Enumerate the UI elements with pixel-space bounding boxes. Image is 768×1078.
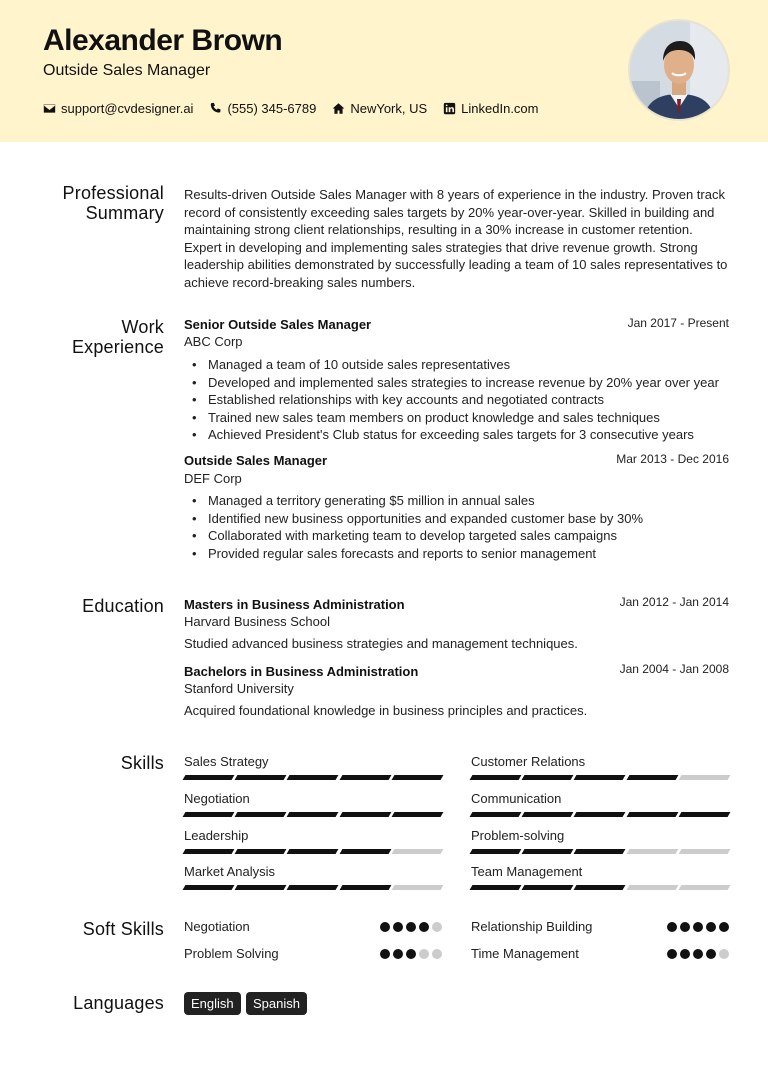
- skill-level-segment: [678, 775, 730, 780]
- skill-level-segment: [626, 812, 678, 817]
- list-item: • Managed a territory generating $5 million in annual sales: [190, 492, 735, 510]
- school-name: Harvard Business School: [184, 614, 330, 629]
- skill-level-segment: [626, 885, 678, 890]
- soft-skill-rating: [664, 949, 729, 959]
- skill-level-bar: [184, 849, 442, 854]
- list-item: • Identified new business opportunities and expanded customer base by 30%: [190, 510, 735, 528]
- rating-dot: [719, 949, 729, 959]
- skill-level-segment: [391, 775, 443, 780]
- skills-heading: Skills: [120, 753, 164, 773]
- envelope-icon: [43, 102, 56, 115]
- rating-dot: [380, 949, 390, 959]
- experience-heading-line2: Experience: [71, 337, 164, 357]
- skill-item: [184, 828, 442, 854]
- home-icon: [332, 102, 345, 115]
- skill-level-segment: [183, 849, 235, 854]
- candidate-title: Outside Sales Manager: [43, 62, 211, 79]
- rating-dot: [667, 949, 677, 959]
- skill-level-segment: [339, 885, 391, 890]
- language-badge: Spanish: [246, 992, 307, 1015]
- skill-level-segment: [574, 849, 626, 854]
- contact-email[interactable]: [43, 101, 193, 116]
- list-item: • Collaborated with marketing team to develop targeted sales campaigns: [190, 527, 735, 545]
- rating-dot: [680, 922, 690, 932]
- skill-level-bar: [184, 812, 442, 817]
- skill-level-segment: [235, 849, 287, 854]
- soft-skill-rating: [664, 922, 729, 932]
- skill-name: Leadership: [184, 828, 249, 843]
- skill-level-bar: [471, 885, 729, 890]
- rating-dot: [680, 949, 690, 959]
- education-dates: Jan 2012 - Jan 2014: [619, 595, 729, 609]
- rating-dot: [406, 949, 416, 959]
- contact-phone[interactable]: [209, 101, 316, 116]
- contact-linkedin-text: LinkedIn.com: [461, 101, 539, 116]
- rating-dot: [419, 922, 429, 932]
- soft-skill-item: [471, 919, 729, 937]
- skill-item: [184, 754, 442, 780]
- rating-dot: [706, 922, 716, 932]
- rating-dot: [393, 922, 403, 932]
- candidate-name: Alexander Brown: [43, 24, 283, 57]
- rating-dot: [380, 922, 390, 932]
- skill-name: Sales Strategy: [184, 754, 269, 769]
- job-company: DEF Corp: [184, 471, 242, 486]
- skill-level-segment: [470, 812, 522, 817]
- language-badge: English: [184, 992, 241, 1015]
- skill-level-bar: [471, 849, 729, 854]
- avatar: [628, 19, 730, 121]
- list-item: • Provided regular sales forecasts and reports to senior management: [190, 545, 735, 563]
- skill-level-segment: [470, 885, 522, 890]
- job-bullets: [190, 492, 735, 562]
- linkedin-icon: [443, 102, 456, 115]
- contact-location-text: NewYork, US: [350, 101, 428, 116]
- contact-phone-text: (555) 345-6789: [227, 101, 317, 116]
- rating-dot: [693, 949, 703, 959]
- skill-level-segment: [522, 885, 574, 890]
- rating-dot: [419, 949, 429, 959]
- profile-photo: [630, 21, 728, 119]
- skill-level-segment: [287, 812, 339, 817]
- skill-level-segment: [183, 775, 235, 780]
- skill-level-segment: [626, 775, 678, 780]
- soft-skill-item: [184, 919, 442, 937]
- rating-dot: [719, 922, 729, 932]
- job-title: Outside Sales Manager: [184, 453, 328, 468]
- skill-level-segment: [522, 849, 574, 854]
- skill-level-segment: [287, 775, 339, 780]
- contact-linkedin[interactable]: [443, 101, 538, 116]
- soft-skill-name: Negotiation: [184, 919, 250, 934]
- languages-heading: Languages: [73, 993, 164, 1013]
- skill-item: [184, 791, 442, 817]
- rating-dot: [667, 922, 677, 932]
- skill-level-segment: [339, 775, 391, 780]
- soft-skill-item: [184, 946, 442, 964]
- education-dates: Jan 2004 - Jan 2008: [619, 662, 729, 676]
- skill-level-segment: [574, 775, 626, 780]
- summary-heading-line2: Summary: [85, 203, 164, 223]
- header: [0, 0, 768, 142]
- skill-level-segment: [183, 812, 235, 817]
- skill-level-segment: [391, 885, 443, 890]
- skill-item: [471, 864, 729, 890]
- skill-level-segment: [339, 812, 391, 817]
- experience-heading-line1: Work: [121, 317, 164, 337]
- skill-level-segment: [339, 849, 391, 854]
- skill-level-segment: [522, 812, 574, 817]
- skill-item: [471, 791, 729, 817]
- skill-name: Negotiation: [184, 791, 250, 806]
- education-heading: Education: [82, 596, 164, 616]
- list-item: • Trained new sales team members on product knowledge and sales techniques: [190, 409, 735, 427]
- list-item: • Established relationships with key accounts and negotiated contracts: [190, 391, 735, 409]
- soft-skill-rating: [377, 949, 442, 959]
- rating-dot: [432, 949, 442, 959]
- skill-level-bar: [184, 775, 442, 780]
- skill-level-segment: [235, 885, 287, 890]
- skill-level-segment: [391, 849, 443, 854]
- skill-name: Problem-solving: [471, 828, 565, 843]
- soft-skill-item: [471, 946, 729, 964]
- rating-dot: [706, 949, 716, 959]
- phone-icon: [209, 102, 222, 115]
- skill-level-segment: [574, 812, 626, 817]
- job-company: ABC Corp: [184, 334, 243, 349]
- education-description: Acquired foundational knowledge in business principles and practices.: [184, 703, 588, 718]
- skill-level-bar: [184, 885, 442, 890]
- skill-level-segment: [470, 775, 522, 780]
- skill-name: Customer Relations: [471, 754, 586, 769]
- list-item: • Managed a team of 10 outside sales representatives: [190, 356, 735, 374]
- skill-level-segment: [574, 885, 626, 890]
- degree-title: Masters in Business Administration: [184, 597, 405, 612]
- skill-name: Communication: [471, 791, 562, 806]
- contact-list: [43, 101, 555, 116]
- job-bullets: [190, 356, 735, 444]
- skill-name: Market Analysis: [184, 864, 276, 879]
- soft-skill-name: Problem Solving: [184, 946, 279, 961]
- degree-title: Bachelors in Business Administration: [184, 664, 419, 679]
- rating-dot: [406, 922, 416, 932]
- skill-level-segment: [522, 775, 574, 780]
- soft-skills-heading: Soft Skills: [82, 919, 164, 939]
- skill-level-segment: [678, 849, 730, 854]
- skill-level-segment: [235, 812, 287, 817]
- skill-item: [471, 754, 729, 780]
- skill-level-segment: [183, 885, 235, 890]
- education-description: Studied advanced business strategies and management techniques.: [184, 636, 578, 651]
- skill-level-segment: [287, 885, 339, 890]
- skill-level-segment: [391, 812, 443, 817]
- summary-text: Results-driven Outside Sales Manager with 8 years of experience in the industry. Proven track record of consistently exceeding sales targets by 20% year-over-year. Skilled in building and maintaining strong client relationships, resulting in a 30% increase in customer retention. Expert in developing and implementing sales strategies that drive revenue growth. Strong leadership abilities demonstrated by successfully leading a team of 10 sales representatives to achieve record-breaking sales numbers.: [184, 187, 728, 290]
- rating-dot: [432, 922, 442, 932]
- skill-level-segment: [678, 885, 730, 890]
- summary-heading: [0, 183, 164, 223]
- contact-email-text: support@cvdesigner.ai: [61, 101, 194, 116]
- skill-level-bar: [471, 812, 729, 817]
- summary-heading-line1: Professional: [62, 183, 164, 203]
- skill-level-segment: [678, 812, 730, 817]
- soft-skill-rating: [377, 922, 442, 932]
- skill-level-bar: [471, 775, 729, 780]
- job-dates: Mar 2013 - Dec 2016: [616, 452, 729, 466]
- contact-location: [332, 101, 427, 116]
- skill-name: Team Management: [471, 864, 583, 879]
- skill-level-segment: [470, 849, 522, 854]
- soft-skill-name: Relationship Building: [471, 919, 593, 934]
- skill-level-segment: [235, 775, 287, 780]
- job-title: Senior Outside Sales Manager: [184, 317, 372, 332]
- school-name: Stanford University: [184, 681, 294, 696]
- list-item: • Developed and implemented sales strategies to increase revenue by 20% year over year: [190, 374, 735, 392]
- experience-heading: [0, 317, 164, 357]
- rating-dot: [693, 922, 703, 932]
- job-dates: Jan 2017 - Present: [627, 316, 729, 330]
- skill-level-segment: [626, 849, 678, 854]
- skill-level-segment: [287, 849, 339, 854]
- skill-item: [184, 864, 442, 890]
- skill-item: [471, 828, 729, 854]
- rating-dot: [393, 949, 403, 959]
- soft-skill-name: Time Management: [471, 946, 579, 961]
- list-item: • Achieved President's Club status for exceeding sales targets for 3 consecutive years: [190, 426, 735, 444]
